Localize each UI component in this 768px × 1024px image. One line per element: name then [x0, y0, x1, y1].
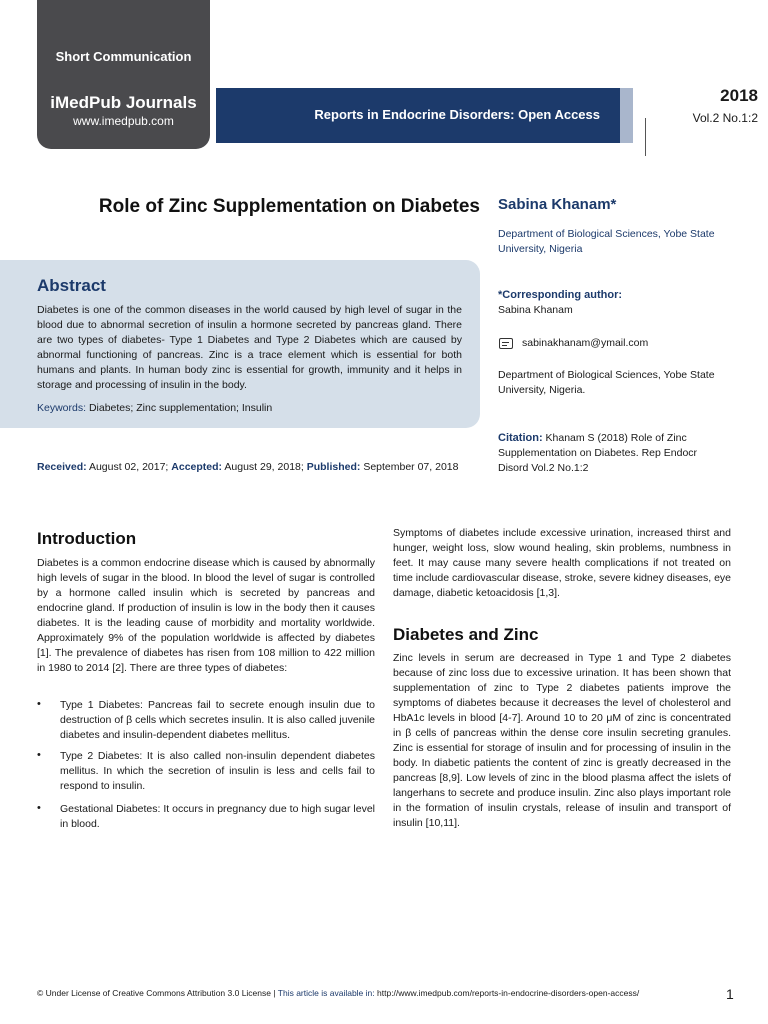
journal-banner: [216, 88, 620, 143]
publication-year: 2018: [720, 86, 758, 105]
author-name: Sabina Khanam*: [498, 196, 617, 213]
abstract-heading: Abstract: [37, 276, 106, 295]
available-label: This article is available in:: [277, 988, 375, 998]
author-affiliation: Department of Biological Sciences, Yobe State University, Nigeria: [498, 228, 715, 255]
header-divider: [645, 118, 646, 156]
journal-name: Reports in Endocrine Disorders: Open Access: [314, 107, 600, 122]
citation-text: Khanam S (2018) Role of Zinc Supplementation on Diabetes. Rep Endocr Disord Vol.2 No.1:2: [498, 432, 698, 474]
corresponding-author-name: Sabina Khanam: [498, 304, 573, 316]
bullet-gestational: Gestational Diabetes: It occurs in pregnancy due to high sugar level in blood.: [60, 803, 375, 830]
abstract-text: Diabetes is one of the common diseases in the world caused by high level of sugar in the blood due to abnormal secretion of insulin a hormone secreted by pancreas gland. There are two types of diabetes- Type 1 Diabetes and Type 2 Diabetes which are caused by abnormal functioning of pancreas. Zinc is a trace element which is essential for both humans and plants. In human body zinc is essential for growth, immunity and it helps in storage and processing of insulin in the body.: [37, 304, 462, 391]
article-title: Role of Zinc Supplementation on Diabetes: [98, 196, 480, 217]
bullet-symbol: •: [37, 802, 41, 814]
published-label: Published:: [306, 461, 361, 473]
introduction-paragraph: Diabetes is a common endocrine disease which is caused by abnormally high levels of sugar in the blood. In blood the level of sugar is controlled by a hormone called insulin which is secreted by pancreas and endocrine gland. If production of insulin is low in the body then it causes diabetes. It is the leading cause of morbidity and mortality worldwide. Approximately 9% of the population worldwide is affected by diabetes [1]. The prevalence of diabetes has risen from 108 million to 422 million in 1980 to 2014 [2]. There are three types of diabetes:: [37, 557, 375, 674]
diabetes-zinc-paragraph: Zinc levels in serum are decreased in Type 1 and Type 2 diabetes because of zinc loss due to excessive urination. It has been shown that supplementation of zinc to Type 2 diabetes patients improve the symptoms of diabetes because it decreases the level of cholesterol and HbA1c levels in blood [4-7]. Around 10 to 20 μM of zinc is concentrated in β cells of pancreas within the dense core insulin secreting granules. Zinc is essential for storage of insulin and for processing of insulin in the body. In diabetic patients the content of zinc is greatly decreased in the pancreas [8,9]. Low levels of zinc in the blood plasma affect the islets of langerhans to secrete and produce insulin. Zinc also plays important role in the formation of insulin crystals, release of insulin and transport of insulin [10,11].: [393, 652, 731, 829]
published-date: September 07, 2018: [363, 461, 459, 473]
page-footer: [37, 988, 727, 998]
page-number: 1: [726, 986, 734, 1002]
article-dates: [37, 460, 473, 475]
author-email-link[interactable]: sabinakhanam@ymail.com: [522, 337, 649, 349]
keywords: [37, 401, 462, 416]
bullet-type2: Type 2 Diabetes: It is also called non-insulin dependent diabetes mellitus. In which the secretion of insulin is less and cells fail to respond to insulin.: [60, 750, 375, 792]
bullet-type1: Type 1 Diabetes: Pancreas fail to secrete enough insulin due to destruction of β cells which secretes insulin. It is also called juvenile diabetes and insulin-dependent diabetes mellitus.: [60, 699, 375, 741]
email-icon: [499, 338, 513, 349]
received-date: August 02, 2017;: [88, 461, 169, 473]
introduction-heading: Introduction: [37, 529, 137, 548]
corresponding-author-label: *Corresponding author:: [498, 289, 623, 301]
accepted-label: Accepted:: [171, 461, 223, 473]
volume-issue: Vol.2 No.1:2: [692, 111, 758, 125]
citation-label: Citation:: [498, 432, 543, 444]
citation: [498, 431, 728, 476]
publisher-brand-box: [37, 0, 210, 149]
article-url-link[interactable]: http://www.imedpub.com/reports-in-endocrine-disorders-open-access/: [377, 988, 640, 998]
bullet-symbol: •: [37, 749, 41, 761]
bullet-symbol: •: [37, 698, 41, 710]
accepted-date: August 29, 2018;: [224, 461, 304, 473]
banner-accent: [620, 88, 633, 143]
publisher-website-link[interactable]: www.imedpub.com: [73, 114, 174, 128]
received-label: Received:: [37, 461, 87, 473]
corresponding-address: Department of Biological Sciences, Yobe State University, Nigeria.: [498, 369, 715, 396]
symptoms-paragraph: Symptoms of diabetes include excessive urination, increased thirst and hunger, weight loss, slow wound healing, skin problems, numbness in feet. It may cause many severe health complications if not treated on time include cardiovascular disease, stroke, severe kidney diseases, eye damage, diabetic ketoacidosis [1,3].: [393, 527, 731, 599]
keywords-list: Diabetes; Zinc supplementation; Insulin: [88, 402, 273, 414]
keywords-label: Keywords:: [37, 402, 87, 414]
diabetes-zinc-heading: Diabetes and Zinc: [393, 625, 539, 644]
license-text: © Under License of Creative Commons Attribution 3.0 License |: [37, 988, 276, 998]
publisher-name: iMedPub Journals: [50, 93, 197, 112]
article-type: Short Communication: [55, 49, 192, 64]
